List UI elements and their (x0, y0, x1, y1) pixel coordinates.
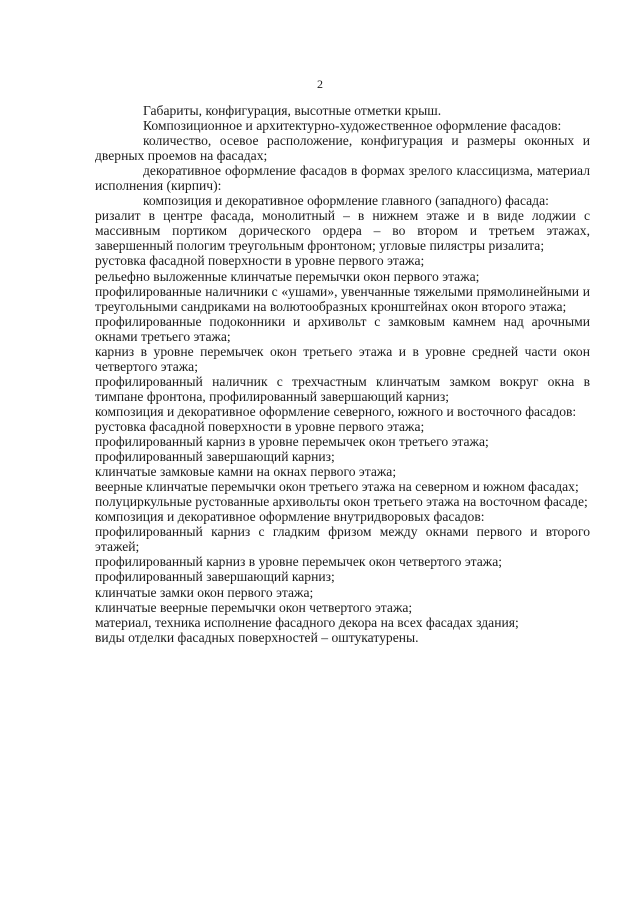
paragraph: виды отделки фасадных поверхностей – оштукатурены. (95, 629, 419, 645)
list-item: профилированный завершающий карниз; (95, 449, 335, 465)
list-item: профилированный карниз в уровне перемычек окон третьего этажа; (95, 434, 489, 450)
list-item: рустовка фасадной поверхности в уровне первого этажа; (95, 418, 425, 434)
paragraph: материал, техника исполнение фасадного декора на всех фасадах здания; (95, 614, 519, 630)
paragraph: количество, осевое расположение, конфигурация и размеры оконных и дверных проемов на фасадах; (95, 133, 590, 164)
list-item: профилированный карниз в уровне перемычек окон четвертого этажа; (95, 554, 503, 570)
list-item: рустовка фасадной поверхности в уровне первого этажа; (95, 253, 425, 269)
paragraph: композиция и декоративное оформление главного (западного) фасада: (143, 193, 549, 209)
list-item: профилированный наличник с трехчастным клинчатым замком вокруг окна в тимпане фронтона, профилированный завершающий карниз; (95, 373, 590, 404)
list-item: рельефно выложенные клинчатые перемычки окон первого этажа; (95, 268, 480, 284)
page-number: 2 (317, 77, 323, 91)
list-item: профилированный завершающий карниз; (95, 569, 335, 585)
paragraph: декоративное оформление фасадов в формах зрелого классицизма, материал исполнения (кирпич): (95, 163, 590, 194)
list-item: профилированные наличники с «ушами», увенчанные тяжелыми прямолинейными и треугольными сандриками на волютообразных кронштейнах окон второго этажа; (95, 283, 590, 314)
list-item: ризалит в центре фасада, монолитный – в нижнем этаже и в виде лоджии с массивным портиком дорического ордера – во втором и третьем этажах, завершенный пологим треугольным фронтоном; угловые пилястры ризалита; (95, 208, 590, 254)
list-item: карниз в уровне перемычек окон третьего этажа и в уровне средней части окон четвертого этажа; (95, 343, 590, 374)
paragraph: композиция и декоративное оформление внутридворовых фасадов: (95, 509, 485, 525)
paragraph: Габариты, конфигурация, высотные отметки крыш. (143, 103, 442, 118)
list-item: профилированный карниз с гладким фризом между окнами первого и второго этажей; (95, 524, 590, 555)
list-item: веерные клинчатые перемычки окон третьего этажа на северном и южном фасадах; (95, 479, 579, 495)
list-item: клинчатые замковые камни на окнах первого этажа; (95, 464, 397, 480)
list-item: клинчатые веерные перемычки окон четвертого этажа; (95, 599, 413, 615)
list-item: полуциркульные рустованные архивольты окон третьего этажа на восточном фасаде; (95, 494, 588, 510)
paragraph: Композиционное и архитектурно-художественное оформление фасадов: (143, 118, 562, 134)
list-item: клинчатые замки окон первого этажа; (95, 584, 314, 600)
paragraph: композиция и декоративное оформление северного, южного и восточного фасадов: (95, 403, 577, 419)
document-body (95, 103, 590, 645)
list-item: профилированные подоконники и архивольт с замковым камнем над арочными окнами третьего этажа; (95, 313, 590, 344)
